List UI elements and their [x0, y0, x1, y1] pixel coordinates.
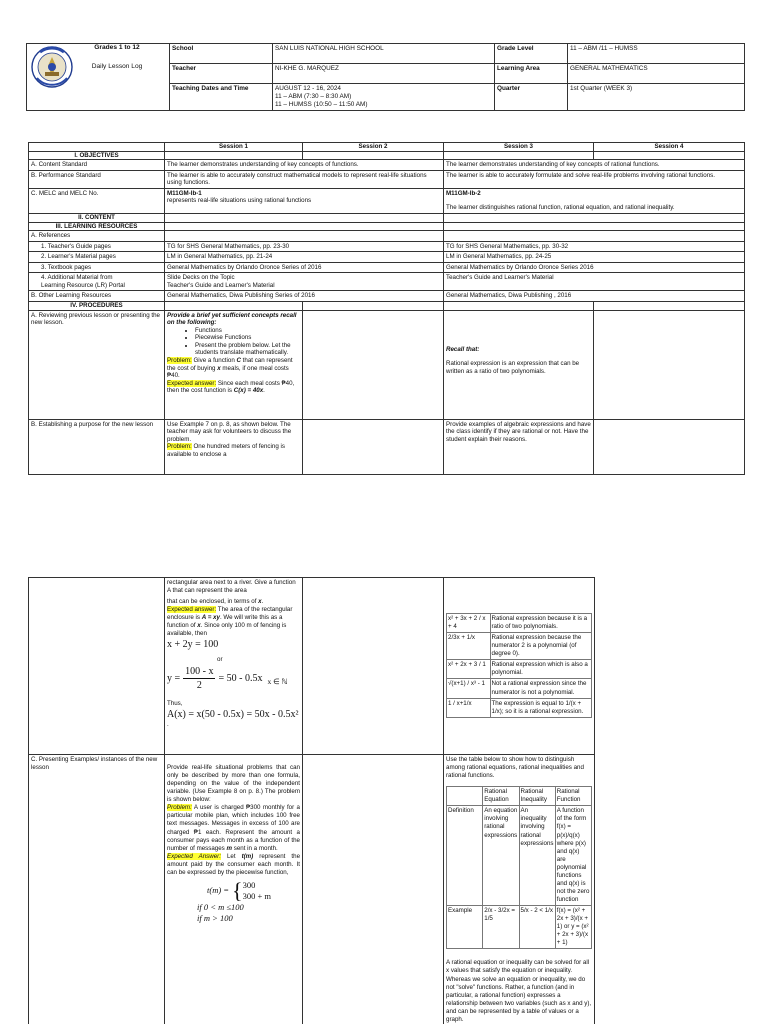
corner-cell [29, 143, 165, 152]
s3-melc [444, 188, 745, 213]
rational-expression-table [446, 613, 592, 718]
s1-bullet-1: • Functions [195, 327, 300, 335]
s3-melc-text: The learner distinguishes rational function, rational equation, and rational inequality. [446, 204, 675, 212]
s1-b-problem: Problem: One hundred meters of fencing is available to enclose a [167, 443, 285, 458]
s1-c-expected: Expected Answer: Let t(m) represent the amount paid by the consumer each month. It can be expressed by the piecewise function, [167, 852, 301, 876]
learning-area-value: GENERAL MATHEMATICS [568, 64, 745, 84]
s3-recall-text: Rational expression is an expression that can be written as a ratio of two polynomials. [446, 360, 580, 375]
proc-b-label: B. Establishing a purpose for the new lesson [29, 419, 165, 474]
s3-other: General Mathematics, Diwa Publishing , 2016 [444, 291, 745, 302]
tg-label: 1. Teacher's Guide pages [29, 241, 165, 252]
daily-lesson-log-label: Daily Lesson Log [91, 63, 143, 71]
additional-label-2: Learning Resource (LR) Portal [41, 281, 125, 289]
s2-proc-a [303, 310, 444, 419]
s3-performance-standard: The learner is able to accurately formulate and solve real-life problems involving rational functions. [444, 170, 745, 188]
proc-c-label: C. Presenting Examples/ instances of the new lesson [29, 755, 165, 1024]
s1-recall-list [187, 327, 300, 357]
lesson-log-table-continued [28, 577, 595, 1024]
s1-proc-b [165, 419, 303, 474]
lm-label: 2. Learner's Material pages [29, 252, 165, 263]
s1-tg: TG for SHS General Mathematics, pp. 23-30 [165, 241, 444, 252]
grade-level-value: 11 – ABM /11 – HUMSS [568, 44, 745, 64]
quarter-label: Quarter [495, 84, 568, 111]
s1-performance-standard: The learner is able to accurately construct mathematical models to represent real-life situations using functions. [165, 170, 444, 188]
teacher-label: Teacher [170, 64, 273, 84]
teacher-value: NI-KHE G. MARQUEZ [273, 64, 495, 84]
piecewise-function: t(m) = { 300 300 + m [207, 877, 271, 903]
equation-2: y = $\frac{100 - x}{2}$ = 50 - 0.5x x ∈ ℕ [167, 665, 288, 691]
equation-3: A(x) = x(50 - 0.5x) = 50x - 0.5x² [167, 708, 299, 720]
s1-b-cont-1: rectangular area next to a river. Give a function A that can represent the area [167, 579, 296, 595]
grades-label: Grades 1 to 12 [94, 44, 140, 51]
trailing-dot: . [167, 720, 169, 728]
s1-proc-b-cont [165, 578, 303, 755]
s1-lm: LM in General Mathematics, pp. 21-24 [165, 252, 444, 263]
learning-area-label: Learning Area [495, 64, 568, 84]
s1-c-text: Provide real-life situational problems that can only be described by more than one formula, depending on the value of the independent variable. (Use Example 8 on p. 8.) The problem is shown below: [167, 764, 300, 804]
s1-b-text: Use Example 7 on p. 8, as shown below. The teacher may ask for volunteers to discuss the problem. [167, 420, 292, 443]
resources-heading: III. LEARNING RESOURCES [29, 222, 165, 231]
mini-row: 2/3x + 1/x Rational expression because the numerator 2 is a polynomial (of degree 0). [447, 633, 592, 660]
dates-line-2: 11 – ABM (7:30 – 8:30 AM) [275, 93, 352, 100]
session-2-header: Session 2 [303, 143, 444, 152]
session-4-header: Session 4 [594, 143, 745, 152]
s1-melc-code: M11GM-Ib-1 [167, 189, 202, 197]
textbook-label: 3. Textbook pages [29, 262, 165, 273]
s1-recall-heading: Provide a brief yet sufficient concepts recall on the following: [167, 311, 297, 327]
s2-proc-b-cont [303, 578, 444, 755]
rational-comparison-table [446, 786, 592, 949]
session-3-header: Session 3 [444, 143, 594, 152]
s3-tg: TG for SHS General Mathematics, pp. 30-32 [444, 241, 745, 252]
logo-cell [27, 44, 170, 111]
s1-textbook: General Mathematics by Orlando Oronce Series of 2016 [165, 262, 444, 273]
condition-1: if 0 < m ≤100 [197, 901, 244, 912]
s1-additional [165, 273, 444, 291]
proc-a-label: A. Reviewing previous lesson or presenting the new lesson. [29, 310, 165, 419]
mini-row: x² + 3x + 2 / x + 4 Rational expression because it is a ratio of two polynomials. [447, 614, 592, 633]
header-table [26, 43, 745, 111]
mini-row: Definition An equation involving rational expressions An inequality involving rational expressions A function of the form f(x) = p(x)/q(x) where p(x) and q(x) are polynomial functions and q(x) is not the zero function [447, 806, 592, 906]
s1-b-cont-2: that can be enclosed, in terms of x. [167, 598, 264, 606]
performance-standard-label: B. Performance Standard [29, 170, 165, 188]
s1-problem-1: Problem: Give a function C that can represent the cost of buying x meals, if one meal costs ₱40. [167, 356, 293, 380]
references-label: A. References [29, 231, 165, 242]
content-standard-label: A. Content Standard [29, 160, 165, 171]
s3-proc-c [444, 755, 595, 1024]
s3-textbook: General Mathematics by Orlando Oronce Series 2016 [444, 262, 745, 273]
s3-proc-b-cont [444, 578, 595, 755]
s1-proc-c [165, 755, 303, 1024]
procedures-heading: IV. PROCEDURES [29, 302, 165, 311]
s1-other: General Mathematics, Diwa Publishing Series of 2016 [165, 291, 444, 302]
mini-row: Example 2/x - 3/2x = 1/5 5/x - 2 < 1/x f(x) = (x² + 2x + 3)/(x + 1) or y = (x² + 2x + 3)/(x + 1) [447, 906, 592, 949]
s1-proc-a [165, 310, 303, 419]
s3-recall-label: Recall that: [446, 345, 480, 353]
s3-melc-code: M11GM-Ib-2 [446, 189, 481, 197]
objectives-heading: I. OBJECTIVES [29, 151, 165, 160]
dates-line-3: 11 – HUMSS (10:50 – 11:50 AM) [275, 101, 368, 108]
mini-row: 1 / x+1/x The expression is equal to 1/(x + 1/x); so it is a rational expression. [447, 698, 592, 717]
mini-row: x² + 2x + 3 / 1 Rational expression which is also a polynomial. [447, 660, 592, 679]
s2-proc-c [303, 755, 444, 1024]
s3-lm: LM in General Mathematics, pp. 24-25 [444, 252, 745, 263]
proc-b-label-cont [29, 578, 165, 755]
s4-proc-a [594, 310, 745, 419]
s3-proc-b: Provide examples of algebraic expressions and have the class identify if they are rational or not. Have the student explain their reasons. [444, 419, 594, 474]
s1-expected-1: Expected answer: Since each meal costs ₱40, then the cost function is C(x) = 40x. [167, 379, 295, 395]
school-value: SAN LUIS NATIONAL HIGH SCHOOL [273, 44, 495, 64]
other-resources-label: B. Other Learning Resources [29, 291, 165, 302]
s1-bullet-3: • Present the problem below. Let the students translate mathematically. [195, 342, 300, 357]
s1-c-problem: Problem: A user is charged ₱300 monthly for a particular mobile plan, which includes 100 free text messages. Messages in excess of 100 are charged ₱1 each. Represent the amount a consumer pays each month as a function of the number of messages m sent in a month. [167, 804, 300, 852]
mini-row: Rational Equation Rational Inequality Rational Function [447, 787, 592, 806]
s3-c-text-2: A rational equation or inequality can be solved for all x values that satisfy the equation or inequality. Whereas we solve an equation or inequality, we do not "solve" functions. Rather, a function (and in particular, a rational function) expresses a relationship between two variables (such as x and y), and can be represented by a table of values or a graph. [446, 959, 592, 1023]
melc-label: C. MELC and MELC No. [29, 188, 165, 213]
lesson-log-table [28, 142, 745, 475]
s3-c-text: Use the table below to show how to distinguish among rational equations, rational inequalities and rational functions. [446, 756, 584, 780]
condition-2: if m > 100 [197, 913, 233, 924]
s4-proc-b [594, 419, 745, 474]
grade-level-label: Grade Level [495, 44, 568, 64]
dates-line-1: AUGUST 12 - 16, 2024 [275, 85, 341, 92]
quarter-value: 1st Quarter (WEEK 3) [568, 84, 745, 111]
dates-value [273, 84, 495, 111]
session-1-header: Session 1 [165, 143, 303, 152]
dates-label: Teaching Dates and Time [170, 84, 273, 111]
thus-label: Thus, [167, 699, 183, 707]
additional-label [29, 273, 165, 291]
s1-additional-1: Slide Decks on the Topic [167, 274, 235, 282]
s3-additional: Teacher's Guide and Learner's Material [444, 273, 745, 291]
school-label: School [170, 44, 273, 64]
s3-proc-a [444, 310, 594, 419]
s1-bullet-2: • Piecewise Functions [195, 334, 300, 342]
s1-melc-text: represents real-life situations using rational functions [167, 197, 312, 205]
s1-additional-2: Teacher's Guide and Learner's Material [167, 281, 275, 289]
s1-b-expected: Expected answer: The area of the rectangular enclosure is A = xy. We will write this as a function of x. Since only 100 m of fencing is available, then [167, 606, 293, 638]
or-label: or [217, 656, 223, 664]
equation-1: x + 2y = 100 [167, 639, 219, 651]
additional-label-1: 4. Additional Material from [41, 274, 113, 282]
s3-content-standard: The learner demonstrates understanding of key concepts of rational functions. [444, 160, 745, 171]
s2-proc-b [303, 419, 444, 474]
content-heading: II. CONTENT [29, 213, 165, 222]
mini-row: √(x+1) / x³ - 1 Not a rational expression since the numerator is not a polynomial. [447, 679, 592, 698]
s1-content-standard: The learner demonstrates understanding of key concepts of functions. [165, 160, 444, 171]
s1-melc [165, 188, 444, 213]
